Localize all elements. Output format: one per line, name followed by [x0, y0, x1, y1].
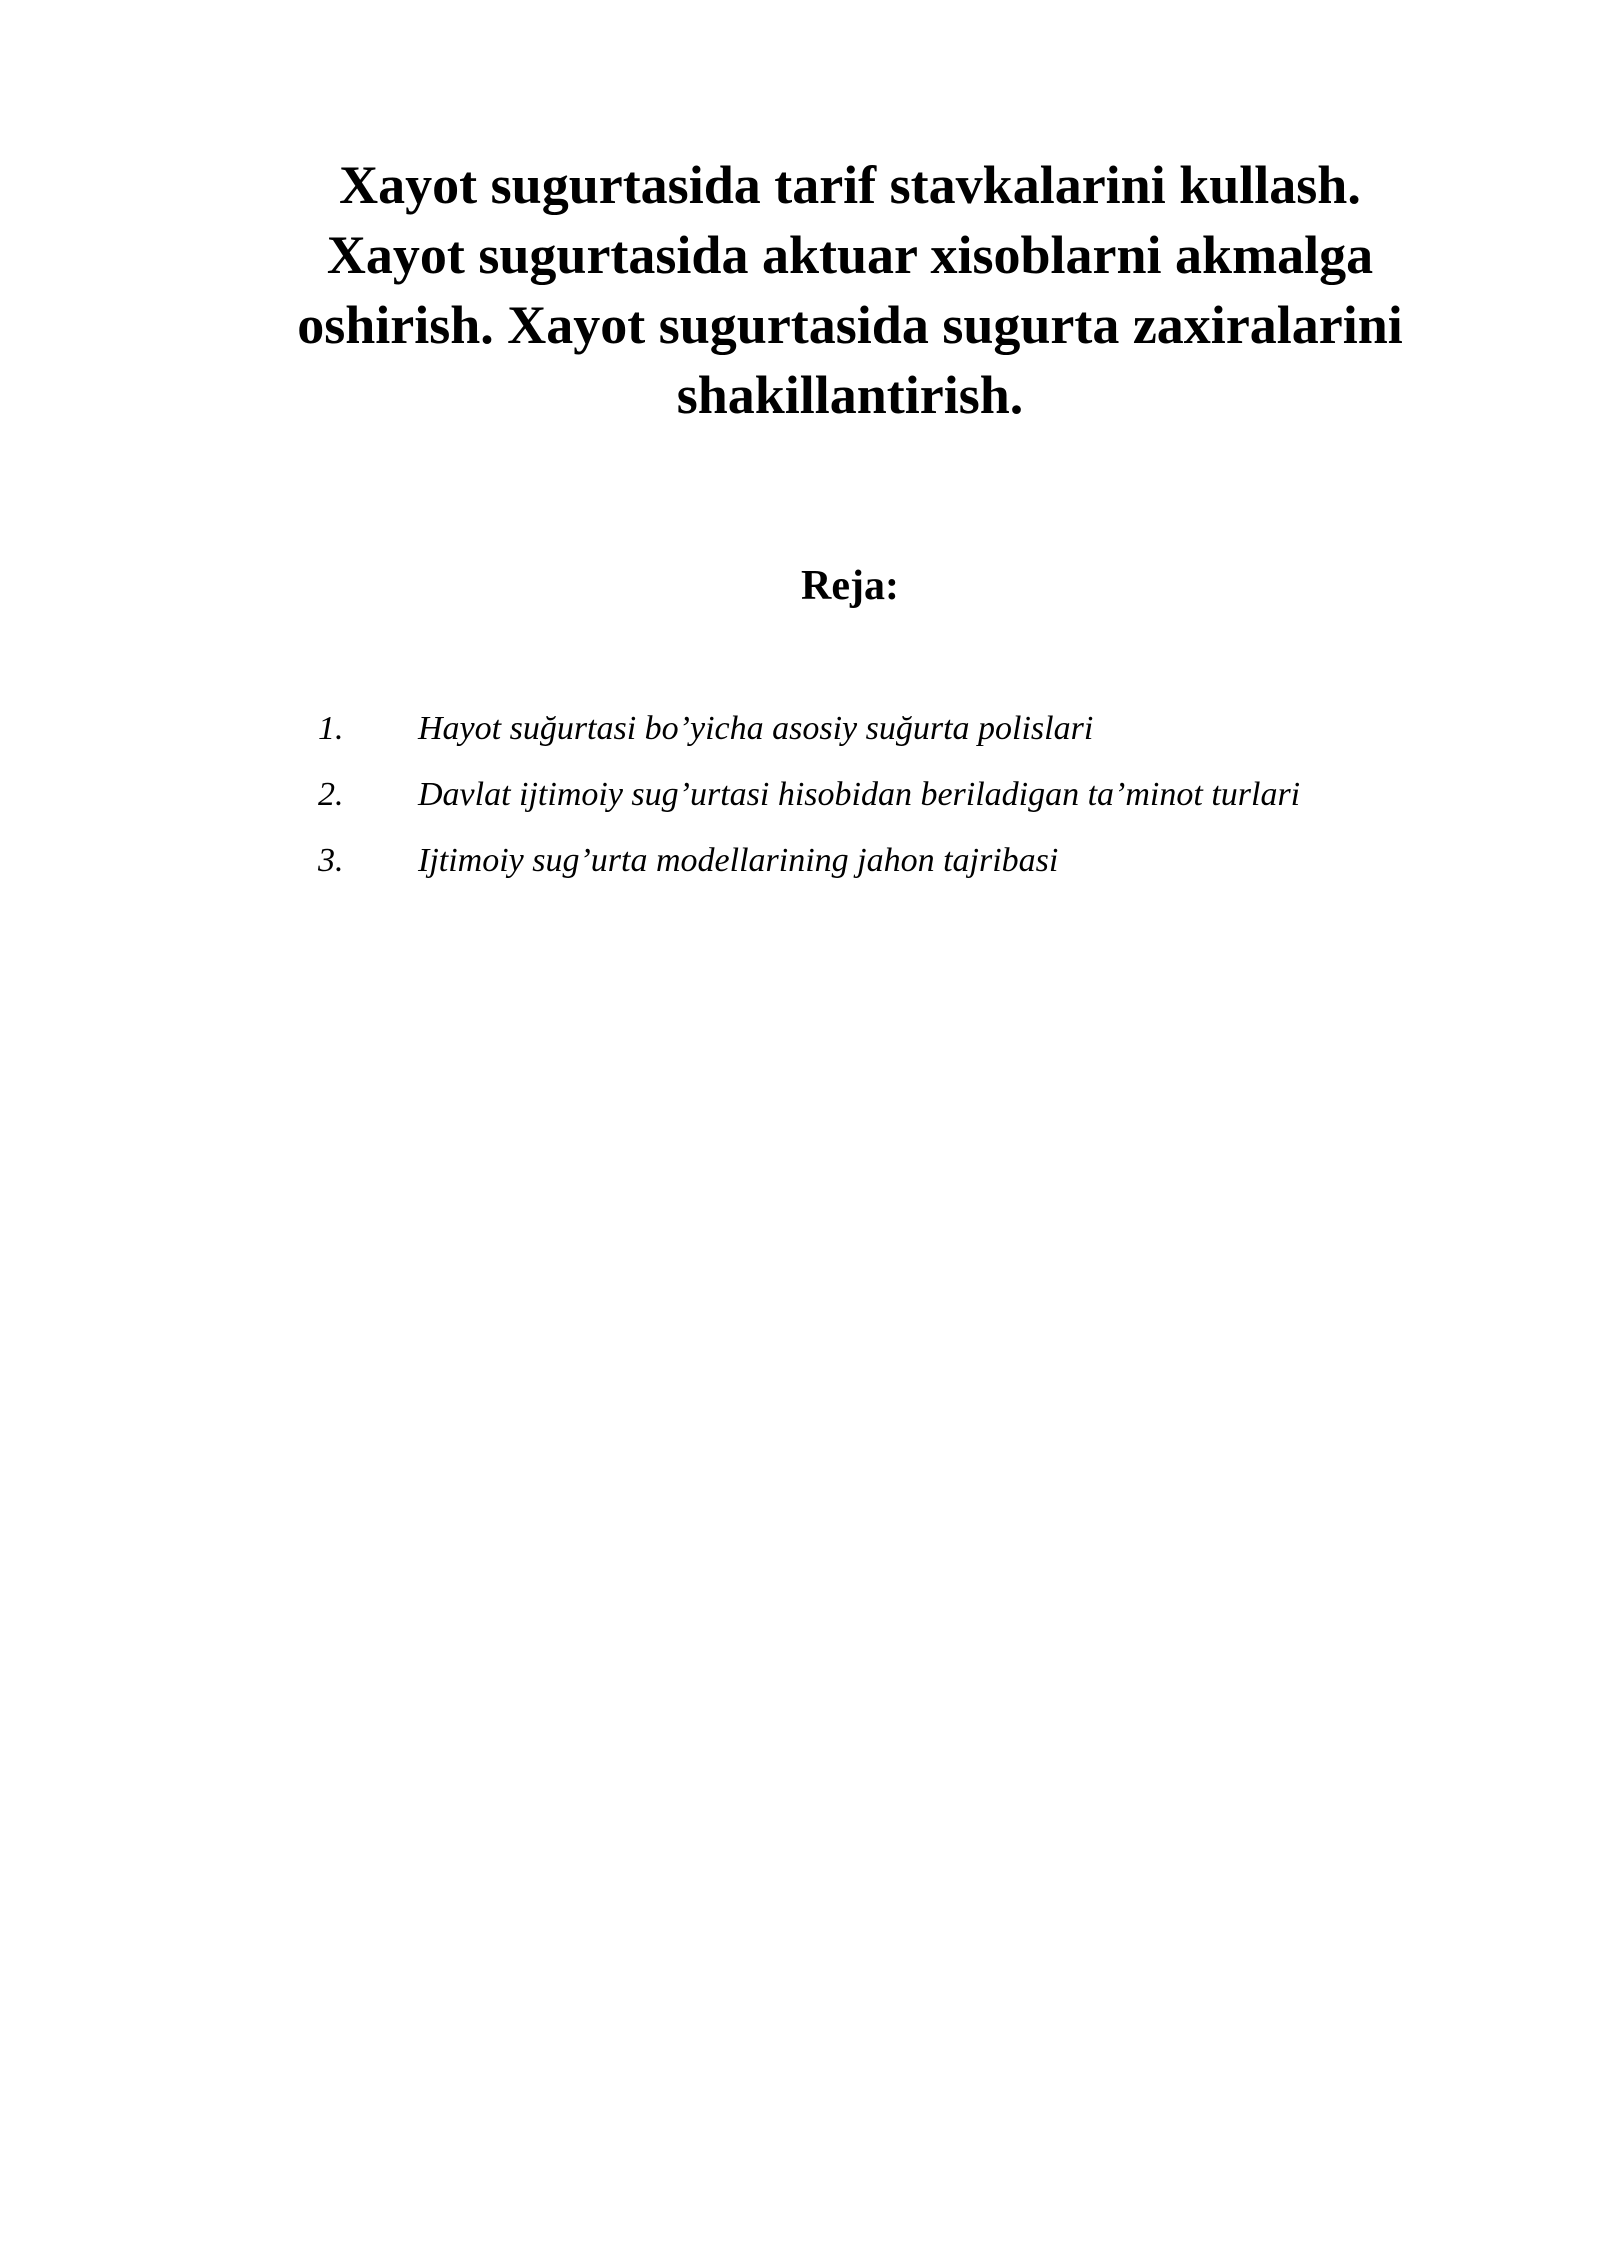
document-title: [230, 150, 1470, 430]
title-line-1: Xayot sugurtasida tarif stavkalarini kullash.: [339, 155, 1361, 215]
list-item-text: Ijtimoiy sug’urta modellarining jahon tajribasi: [418, 842, 1059, 879]
title-line-3: oshirish. Xayot sugurtasida sugurta zaxiralarini: [297, 295, 1403, 355]
list-item-text: Hayot suğurtasi bo’yicha asosiy suğurta polislari: [418, 710, 1094, 747]
plan-heading: Reja:: [801, 563, 899, 609]
list-item: [318, 696, 1300, 762]
list-item-text: Davlat ijtimoiy sug’urtasi hisobidan beriladigan ta’minot turlari: [418, 776, 1301, 813]
plan-list: [318, 696, 1300, 894]
title-line-4: shakillantirish.: [676, 365, 1024, 425]
list-item-number: 3.: [318, 842, 344, 879]
list-item: [318, 762, 1300, 828]
list-item-number: 1.: [318, 710, 344, 747]
list-item: [318, 828, 1300, 894]
list-item-number: 2.: [318, 776, 344, 813]
title-line-2: Xayot sugurtasida aktuar xisoblarni akmalga: [326, 225, 1374, 285]
